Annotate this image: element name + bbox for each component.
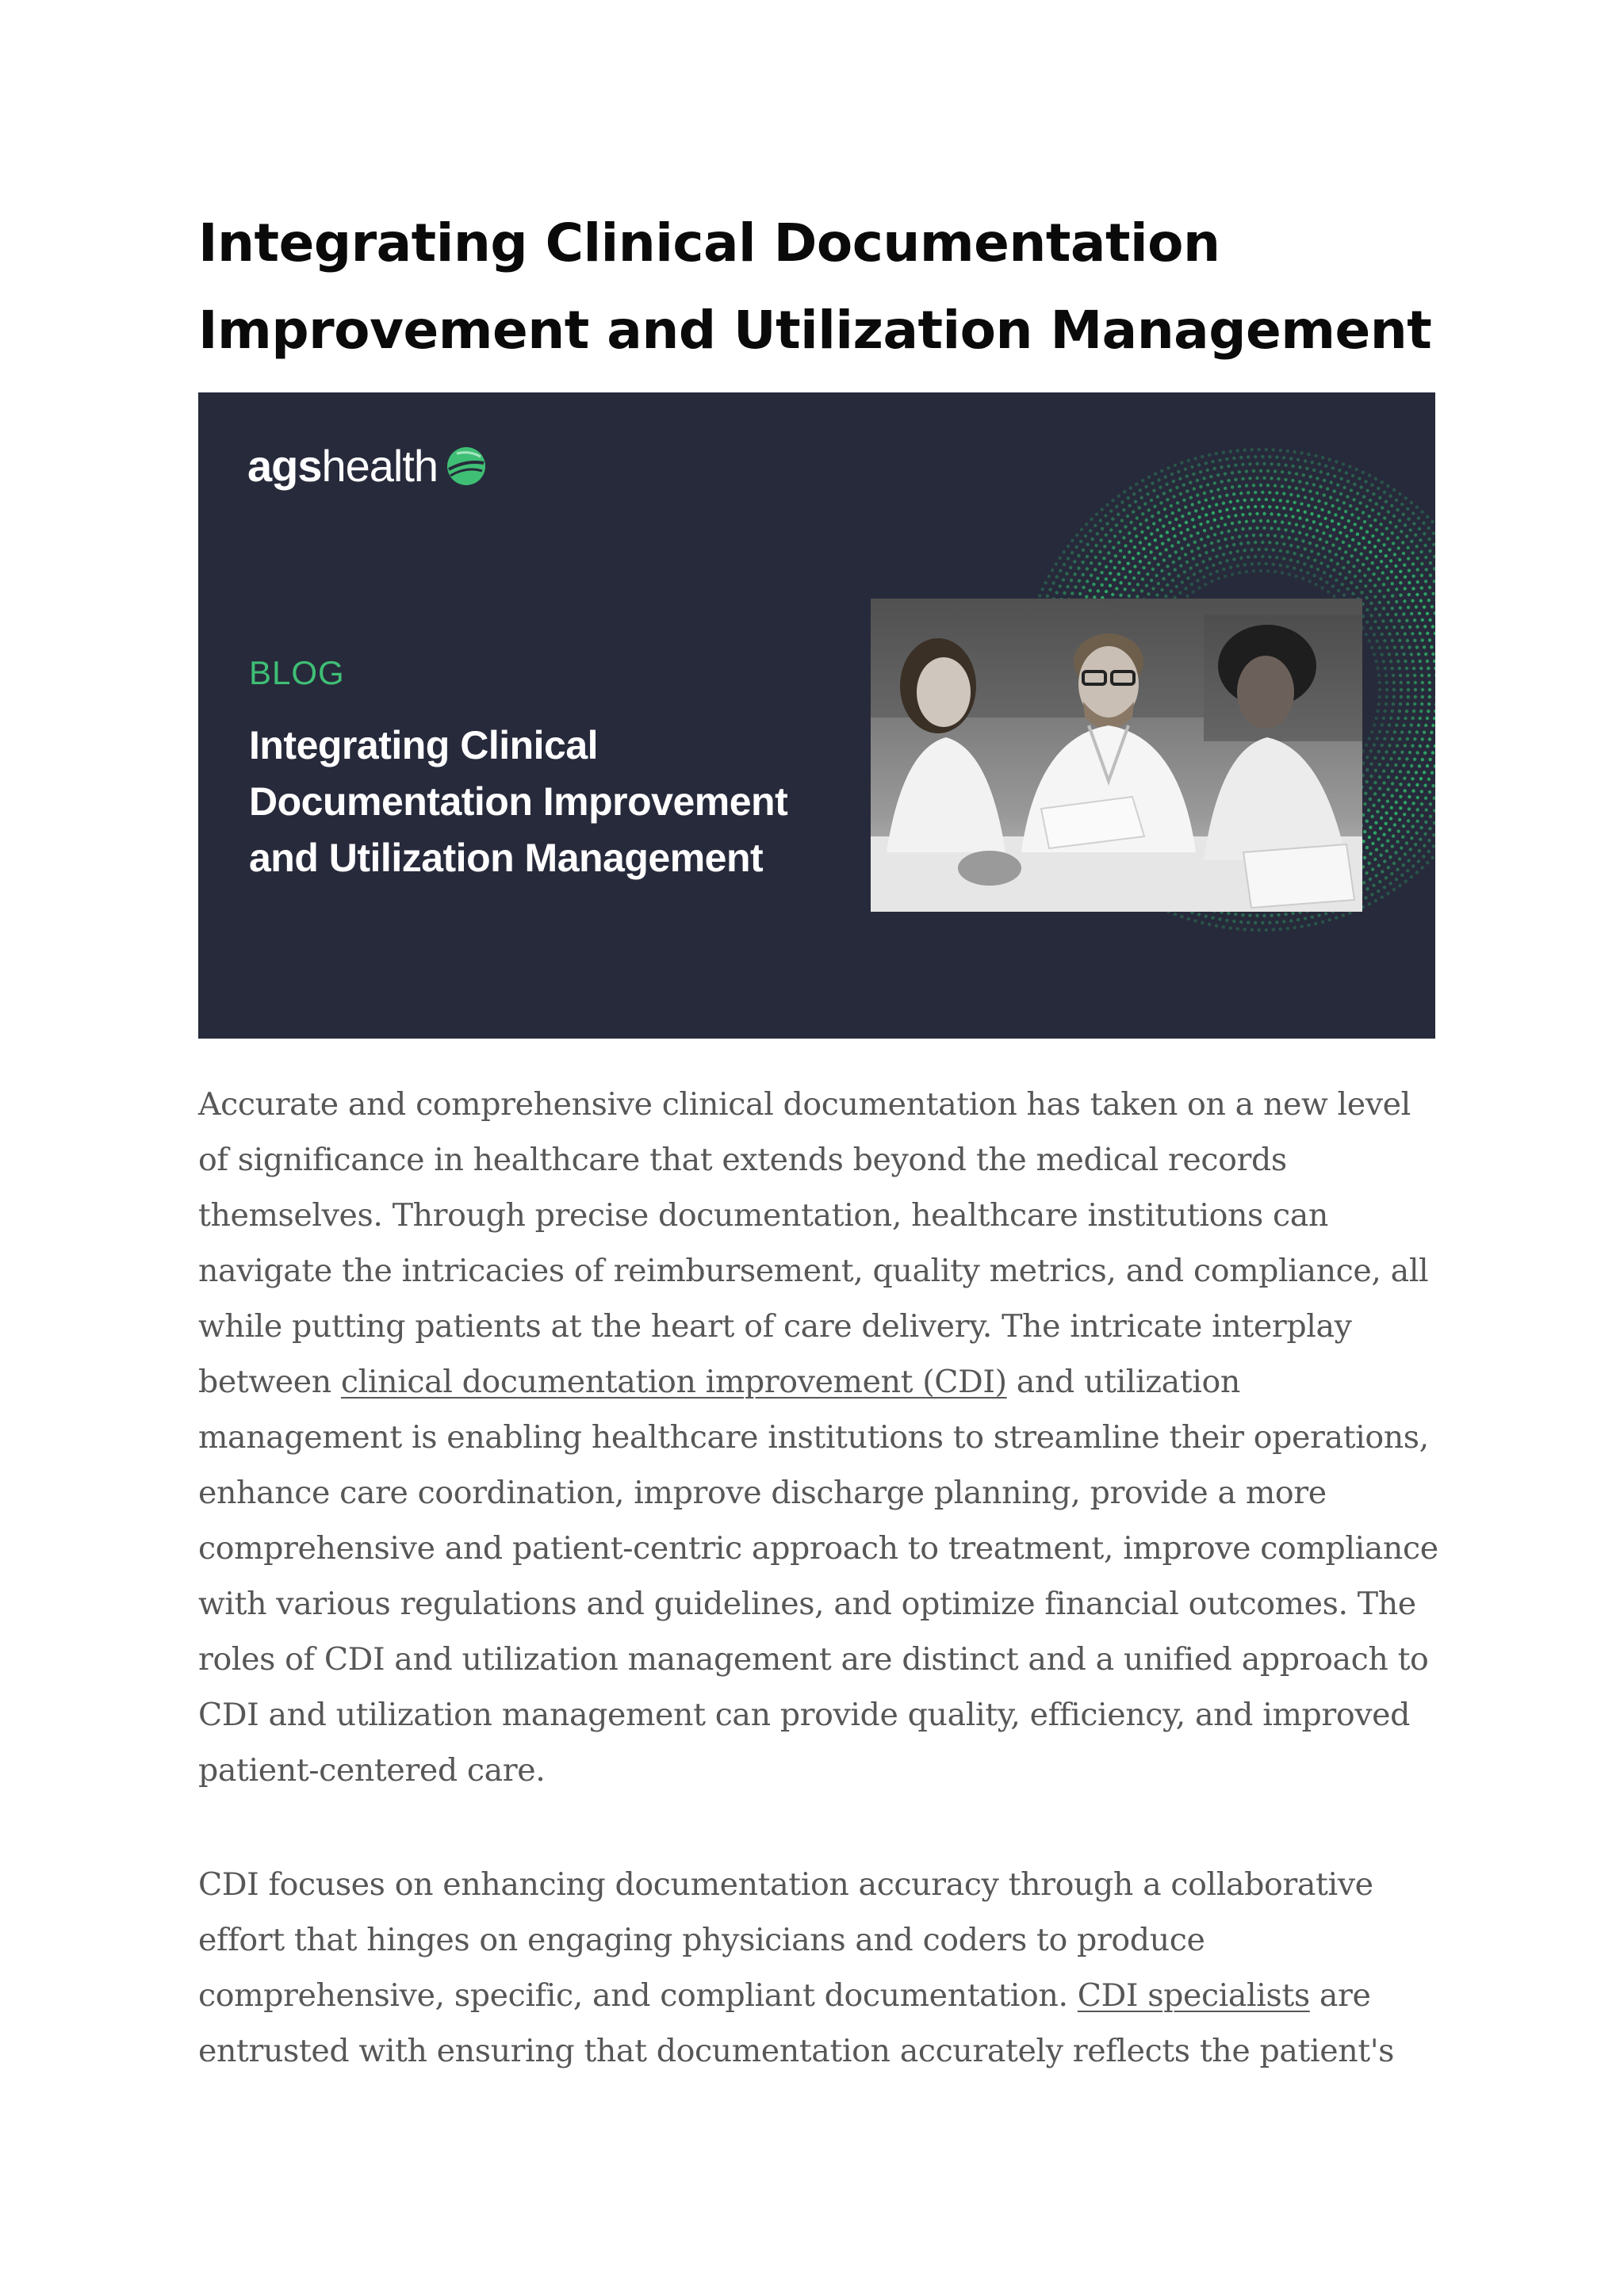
logo-globe-icon <box>446 446 487 487</box>
banner-heading-line1: Integrating Clinical <box>249 723 599 767</box>
logo-text-bold: ags <box>247 441 322 491</box>
article-paragraph-1 <box>198 1077 1443 1798</box>
banner-heading <box>249 718 868 886</box>
doctors-photo-illustration <box>871 599 1362 912</box>
hero-banner <box>198 392 1435 1039</box>
brand-logo <box>247 440 487 492</box>
banner-heading-line3: and Utilization Management <box>249 836 764 880</box>
article-paragraph-2 <box>198 1857 1443 2079</box>
doctors-photo <box>871 599 1362 912</box>
paragraph-1-text-end: and utilization management is enabling healthcare institutions to streamline their operations, enhance care coordination, improve discharge planning, provide a more comprehensive and patient-centric approach to treatment, improve compliance with various regulations and guidelines, and optimize financial outcomes. The roles of CDI and utilization management are distinct and a unified approach to CDI and utilization management can provide quality, efficiency, and improved patient-centered care. <box>198 1364 1438 1789</box>
paragraph-2-text-end: are entrusted with ensuring that documentation accurately reflects the patient's <box>198 1977 1395 2069</box>
cdi-specialists-link[interactable]: CDI specialists <box>1077 1977 1310 2014</box>
blog-tag: BLOG <box>249 654 345 691</box>
logo-text-light: health <box>321 441 439 491</box>
cdi-link[interactable]: clinical documentation improvement (CDI) <box>340 1364 1007 1400</box>
banner-heading-line2: Documentation Improvement <box>249 779 788 824</box>
page-title: Integrating Clinical Documentation Improvement and Utilization Management <box>198 212 1432 361</box>
paragraph-2-text-start: CDI focuses on enhancing documentation accuracy through a collaborative effort that hinges on engaging physicians and coders to produce comprehensive, specific, and compliant documentation. <box>198 1866 1373 2014</box>
paragraph-1-text-start: Accurate and comprehensive clinical documentation has taken on a new level of significance in healthcare that extends beyond the medical records themselves. Through precise documentation, healthcare institutions can navigate the intricacies of reimbursement, quality metrics, and compliance, all while putting patients at the heart of care delivery. The intricate interplay between <box>198 1086 1429 1400</box>
